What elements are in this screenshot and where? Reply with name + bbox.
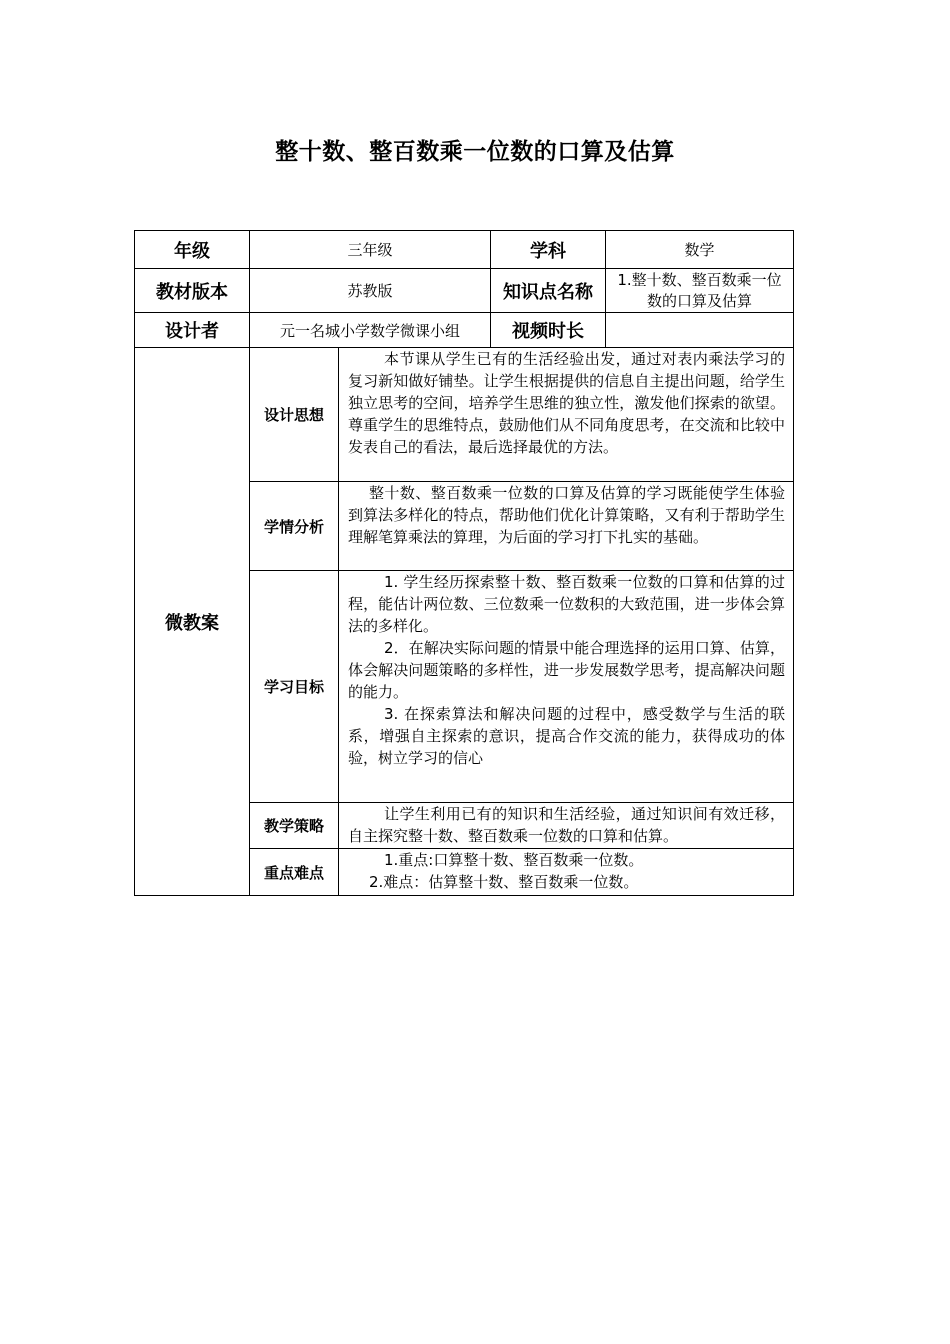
page-title: 整十数、整百数乘一位数的口算及估算	[275, 139, 675, 165]
grade-label: 年级	[135, 231, 250, 269]
designer-value: 元一名城小学数学微课小组	[250, 313, 491, 348]
section-body-key-difficult-points	[339, 849, 794, 896]
goal-item: 3. 在探索算法和解决问题的过程中，感受数学与生活的联系，增强自主探索的意识，提高合作交流的能力，获得成功的体验，树立学习的信心	[348, 705, 786, 767]
goal-item: 2．在解决实际问题的情景中能合理选择的运用口算、估算，体会解决问题策略的多样性，进一步发展数学思考，提高解决问题的能力。	[348, 639, 786, 701]
lesson-info-table	[134, 230, 794, 896]
key-point: 1.重点:口算整十数、整百数乘一位数。	[384, 851, 644, 869]
section-body-learning-goals	[339, 571, 794, 803]
topic-label: 知识点名称	[491, 269, 606, 313]
section-label-learning-goals: 学习目标	[250, 571, 339, 803]
topic-value: 1.整十数、整百数乘一位数的口算及估算	[606, 269, 794, 313]
table-row	[135, 269, 794, 313]
section-body-learner-analysis	[339, 482, 794, 571]
paragraph: 本节课从学生已有的生活经验出发，通过对表内乘法学习的复习新知做好铺垫。让学生根据提供的信息自主提出问题，给学生独立思考的空间，培养学生思维的独立性，激发他们探索的欲望。尊重学生的思维特点，鼓励他们从不同角度思考，在交流和比较中发表自己的看法，最后选择最优的方法。	[348, 350, 786, 456]
paragraph: 整十数、整百数乘一位数的口算及估算的学习既能使学生体验到算法多样化的特点，帮助他们优化计算策略，又有利于帮助学生理解笔算乘法的算理，为后面的学习打下扎实的基础。	[348, 484, 786, 546]
section-body-design-idea	[339, 348, 794, 482]
subject-label: 学科	[491, 231, 606, 269]
table-row	[135, 313, 794, 348]
grade-value: 三年级	[250, 231, 491, 269]
section-label-learner-analysis: 学情分析	[250, 482, 339, 571]
goal-item: 1. 学生经历探索整十数、整百数乘一位数的口算和估算的过程，能估计两位数、三位数乘一位数积的大致范围，进一步体会算法的多样化。	[348, 573, 786, 635]
edition-label: 教材版本	[135, 269, 250, 313]
section-label-key-difficult-points: 重点难点	[250, 849, 339, 896]
designer-label: 设计者	[135, 313, 250, 348]
difficult-point: 2.难点：估算整十数、整百数乘一位数。	[369, 873, 639, 891]
duration-value	[606, 313, 794, 348]
edition-value: 苏教版	[250, 269, 491, 313]
section-label-design-idea: 设计思想	[250, 348, 339, 482]
micro-plan-label: 微教案	[135, 348, 250, 896]
paragraph: 让学生利用已有的知识和生活经验，通过知识间有效迁移，自主探究整十数、整百数乘一位数的口算和估算。	[348, 805, 786, 845]
duration-label: 视频时长	[491, 313, 606, 348]
section-body-teaching-strategy	[339, 803, 794, 849]
section-label-teaching-strategy: 教学策略	[250, 803, 339, 849]
subject-value: 数学	[606, 231, 794, 269]
table-row	[135, 348, 794, 482]
table-row	[135, 231, 794, 269]
